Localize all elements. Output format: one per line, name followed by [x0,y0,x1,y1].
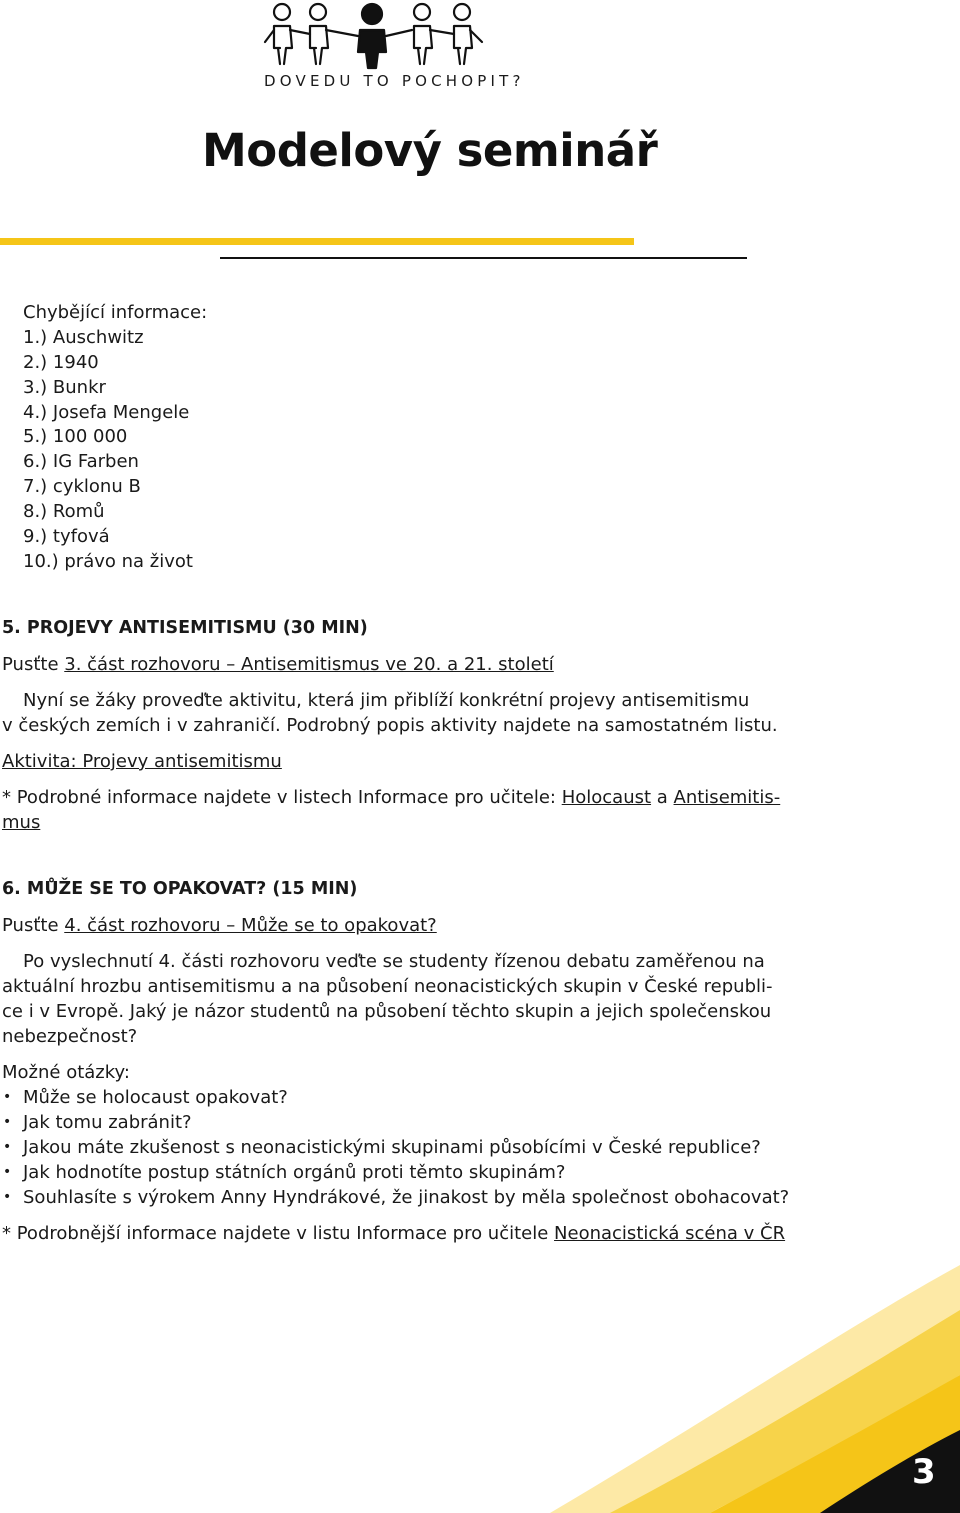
bullet-icon: • [3,1139,12,1155]
activity-link[interactable]: Aktivita: Projevy antisemitismu [2,751,282,772]
list-item: 1.) Auschwitz [23,326,144,348]
bullet-icon: • [3,1089,12,1105]
section-6-note [2,1221,785,1246]
note-conjunction: a [651,787,674,808]
bullet-icon: • [3,1164,12,1180]
question-item: • Může se holocaust opakovat? [3,1087,288,1108]
questions-heading: Možné otázky: [2,1062,130,1083]
antisemitism-link[interactable]: Antisemitis- [673,787,781,808]
question-item: • Souhlasíte s výrokem Anny Hyndrákové, že jinakost by měla společnost obohacovat? [3,1187,790,1208]
list-item: 2.) 1940 [23,351,99,373]
bullet-icon: • [3,1114,12,1130]
list-item: 7.) cyklonu B [23,476,141,498]
play-prefix: Pusťte [2,915,65,936]
list-item: 4.) Josefa Mengele [23,401,190,423]
missing-info-heading: Chybějící informace: [23,302,208,323]
holocaust-link[interactable]: Holocaust [561,787,652,808]
section-5-heading: 5. PROJEVY ANTISEMITISMU (30 MIN) [2,618,368,638]
bullet-icon: • [3,1189,12,1205]
section-6-paragraph-line-3: ce i v Evropě. Jaký je názor studentů na působení těchto skupin a jejich společenskou [2,1001,772,1022]
corner-decoration [520,1255,960,1513]
question-item: • Jak tomu zabránit? [3,1112,192,1133]
section-5-note-line-1 [2,785,780,810]
list-item: 5.) 100 000 [23,426,128,448]
missing-info-list [23,300,207,574]
section-5-paragraph-line-1: Nyní se žáky proveďte aktivitu, která jim přiblíží konkrétní projevy antisemitismu [23,690,750,711]
note-prefix: * Podrobnější informace najdete v listu Informace pro učitele [2,1223,555,1244]
section-6-paragraph-line-2: aktuální hrozbu antisemitismu a na působení neonacistických skupin v České republi- [2,976,773,997]
antisemitism-link-continued[interactable]: mus [2,812,41,833]
section-6-play-line [2,913,437,938]
list-item: 8.) Romů [23,501,105,523]
interview-part-4-link[interactable]: 4. část rozhovoru – Může se to opakovat? [64,915,437,936]
logo-tagline: DOVEDU TO POCHOPIT? [264,72,525,90]
page-title: Modelový seminář [202,124,658,177]
list-item: 3.) Bunkr [23,376,106,398]
section-6-paragraph-line-4: nebezpečnost? [2,1026,138,1047]
list-item: 9.) tyfová [23,526,110,548]
yellow-divider [0,238,634,245]
neonazi-scene-link[interactable]: Neonacistická scéna v ČR [554,1223,786,1244]
question-item: • Jak hodnotíte postup státních orgánů proti těmto skupinám? [3,1162,566,1183]
note-prefix: * Podrobné informace najdete v listech Informace pro učitele: [2,787,562,808]
page-number: 3 [912,1452,936,1492]
section-5-paragraph-line-2: v českých zemích i v zahraničí. Podrobný popis aktivity najdete na samostatném listu. [2,715,778,736]
list-item: 6.) IG Farben [23,451,139,473]
play-prefix: Pusťte [2,654,65,675]
logo-figures [262,0,488,70]
list-item: 10.) právo na život [23,550,193,572]
question-item: • Jakou máte zkušenost s neonacistickými skupinami působícími v České republice? [3,1137,761,1158]
section-6-paragraph-line-1: Po vyslechnutí 4. části rozhovoru veďte se studenty řízenou debatu zaměřenou na [23,951,765,972]
interview-part-3-link[interactable]: 3. část rozhovoru – Antisemitismus ve 20. a 21. století [64,654,554,675]
section-5-play-line [2,652,554,677]
section-6-heading: 6. MŮŽE SE TO OPAKOVAT? (15 MIN) [2,879,358,899]
black-divider [220,257,747,259]
